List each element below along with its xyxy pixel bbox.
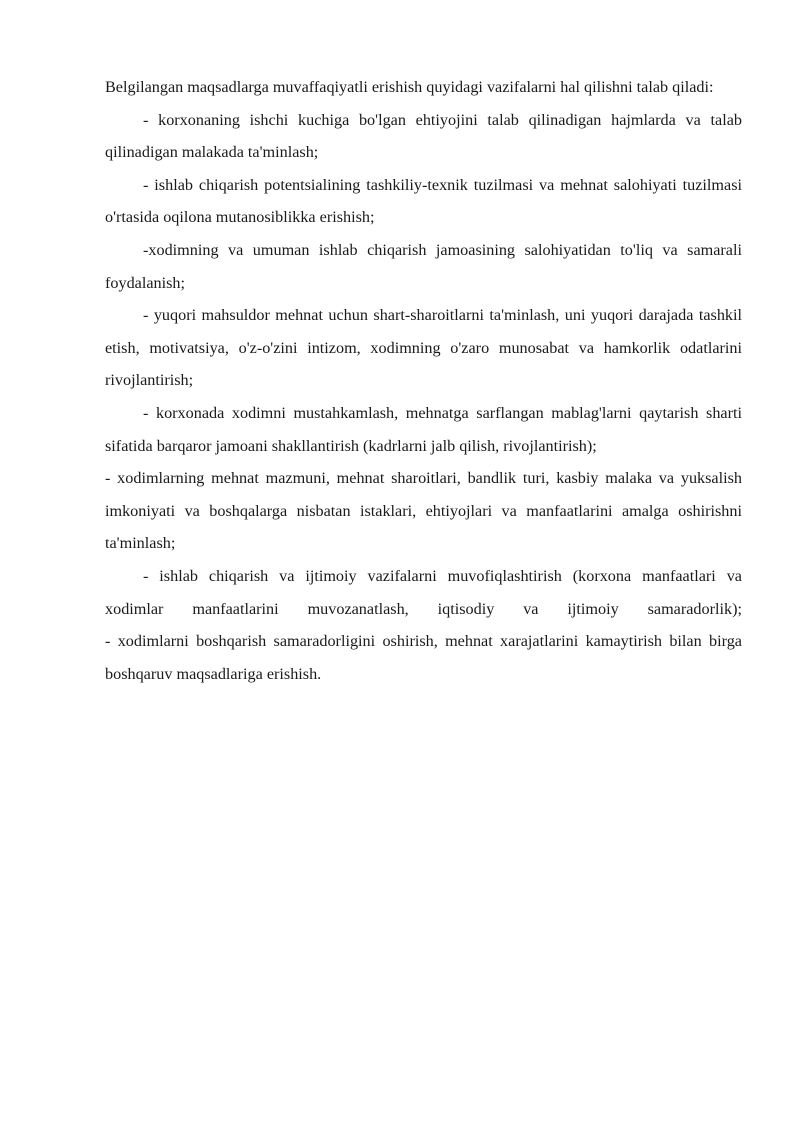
paragraph-item: -xodimning va umuman ishlab chiqarish jamoasining salohiyatidan to'liq va samarali foydalanish; <box>105 240 742 292</box>
paragraph-item: - korxonaning ishchi kuchiga bo'lgan ehtiyojini talab qilinadigan hajmlarda va talab qilinadigan malakada ta'minlash; <box>105 110 742 162</box>
document-page <box>105 71 742 690</box>
paragraph-intro: Belgilangan maqsadlarga muvaffaqiyatli erishish quyidagi vazifalarni hal qilishni talab qiladi: <box>105 78 714 96</box>
paragraph-item: - korxonada xodimni mustahkamlash, mehnatga sarflangan mablag'larni qaytarish sharti sifatida barqaror jamoani shakllantirish (kadrlarni jalb qilish, rivojlantirish); <box>105 403 742 455</box>
paragraph-item: - yuqori mahsuldor mehnat uchun shart-sharoitlarni ta'minlash, uni yuqori darajada tashkil etish, motivatsiya, o'z-o'zini intizom, xodimning o'zaro munosabat va hamkorlik odatlarini rivojlantirish; <box>105 306 742 390</box>
paragraph-item: - ishlab chiqarish potentsialining tashkiliy-texnik tuzilmasi va mehnat salohiyati tuzilmasi o'rtasida oqilona mutanosiblikka erishish; <box>105 175 742 227</box>
paragraph-item: - xodimlarning mehnat mazmuni, mehnat sharoitlari, bandlik turi, kasbiy malaka va yuksalish imkoniyati va boshqalarga nisbatan istaklari, ehtiyojlari va manfaatlarini amalga oshirishni ta'minlash; <box>105 469 742 553</box>
paragraph-item: - xodimlarni boshqarish samaradorligini oshirish, mehnat xarajatlarini kamaytirish bilan birga boshqaruv maqsadlariga erishish. <box>105 632 742 683</box>
paragraph-item: - ishlab chiqarish va ijtimoiy vazifalarni muvofiqlashtirish (korxona manfaatlari va xodimlar manfaatlarini muvozanatlash, iqtisodiy va ijtimoiy samaradorlik); <box>105 566 742 618</box>
